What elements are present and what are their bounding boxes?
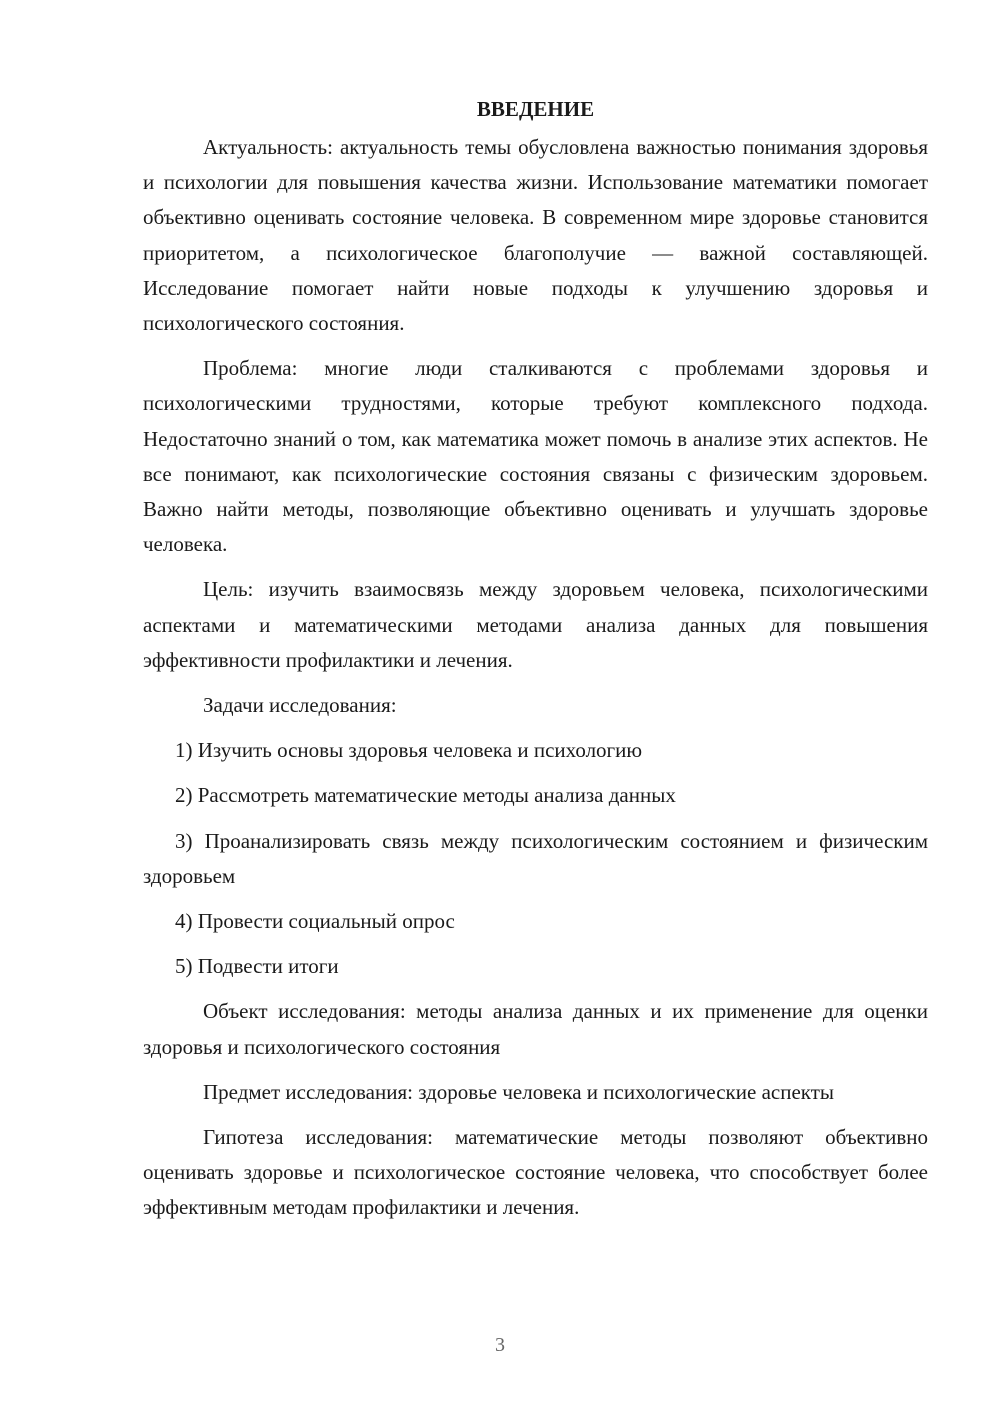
goal-paragraph: Цель: изучить взаимосвязь между здоровьем человека, психологическими аспектами и математическими методами анализа данных для повышения эффективности профилактики и лечения. bbox=[143, 577, 928, 672]
list-item: 2) Рассмотреть математические методы анализа данных bbox=[175, 783, 676, 808]
tasks-title: Задачи исследования: bbox=[203, 693, 397, 718]
list-item: 3) Проанализировать связь между психологическим состоянием и физическим здоровьем bbox=[143, 828, 928, 888]
page-number: 3 bbox=[495, 1334, 505, 1356]
object-paragraph: Объект исследования: методы анализа данных и их применение для оценки здоровья и психологического состояния bbox=[143, 999, 928, 1059]
relevance-paragraph: Актуальность: актуальность темы обусловлена важностью понимания здоровья и психологии для повышения качества жизни. Использование математики помогает объективно оценивать состояние человека. В современном мире здоровье становится приоритетом, а психологическое благополучие — важной составляющей. Исследование помогает найти новые подходы к улучшению здоровья и психологического состояния. bbox=[143, 135, 928, 336]
list-item: 5) Подвести итоги bbox=[175, 954, 339, 979]
page-title: ВВЕДЕНИЕ bbox=[476, 97, 595, 121]
list-item: 1) Изучить основы здоровья человека и психологию bbox=[175, 738, 643, 763]
document-page bbox=[143, 92, 928, 1236]
list-item: 4) Провести социальный опрос bbox=[175, 909, 455, 934]
hypothesis-paragraph: Гипотеза исследования: математические методы позволяют объективно оценивать здоровье и психологическое состояние человека, что способствует более эффективным методам профилактики и лечения. bbox=[143, 1125, 928, 1220]
problem-paragraph: Проблема: многие люди сталкиваются с проблемами здоровья и психологическими трудностями, которые требуют комплексного подхода. Недостаточно знаний о том, как математика может помочь в анализе этих аспектов. Не все понимают, как психологические состояния связаны с физическим здоровьем. Важно найти методы, позволяющие объективно оценивать и улучшать здоровье человека. bbox=[143, 356, 928, 557]
subject-paragraph: Предмет исследования: здоровье человека и психологические аспекты bbox=[203, 1079, 834, 1104]
